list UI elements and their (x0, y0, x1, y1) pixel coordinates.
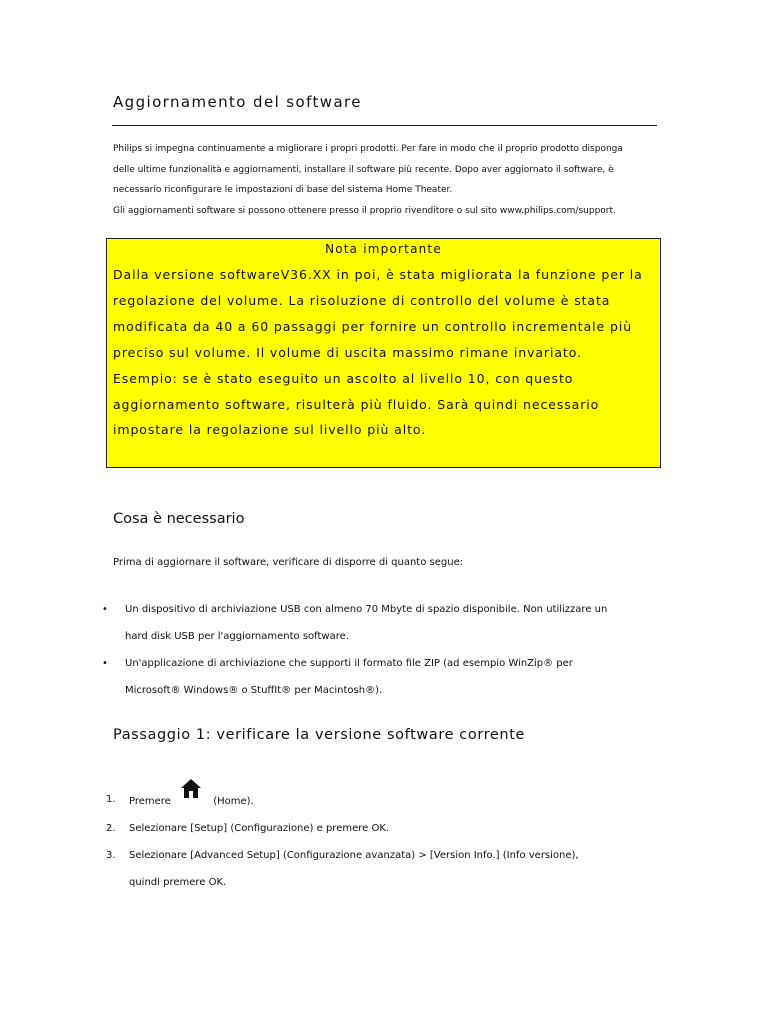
list-item-line: Un'applicazione di archiviazione che supporti il formato file ZIP (ad esempio WinZip® per (125, 658, 573, 669)
bullet-icon: • (102, 658, 108, 669)
update-intro (113, 139, 673, 221)
step-text: Selezionare [Setup] (Configurazione) e premere OK. (129, 823, 390, 834)
step-text: quindi premere OK. (129, 877, 227, 888)
list-item-line: Microsoft® Windows® o StuffIt® per Macintosh®). (125, 685, 383, 696)
intro-line: delle ultime funzionalità e aggiornamenti, installare il software più recente. Dopo aver aggiornato il software, è (113, 164, 614, 175)
note-line: modificata da 40 a 60 passaggi per fornire un controllo incrementale più (113, 318, 633, 334)
note-line: preciso sul volume. Il volume di uscita massimo rimane invariato. (113, 344, 582, 360)
section-title-update: Aggiornamento del software (113, 93, 362, 111)
step-item (100, 842, 690, 896)
home-icon (180, 778, 202, 800)
step-number: 1. (106, 794, 116, 805)
step-text: Selezionare [Advanced Setup] (Configurazione avanzata) > [Version Info.] (Info versione), (129, 850, 579, 861)
needed-intro: Prima di aggiornare il software, verificare di disporre di quanto segue: (113, 557, 464, 568)
step-text: (Home). (213, 796, 254, 807)
steps-list (100, 786, 690, 896)
note-line: aggiornamento software, risulterà più fluido. Sarà quindi necessario (113, 396, 600, 412)
step-text: Premere (129, 796, 171, 807)
note-line: impostare la regolazione sul livello più alto. (113, 422, 427, 438)
intro-line: necessario riconfigurare le impostazioni di base del sistema Home Theater. (113, 185, 453, 195)
note-line: regolazione del volume. La risoluzione di controllo del volume è stata (113, 292, 611, 308)
bullet-icon: • (102, 604, 108, 615)
step-number: 3. (106, 850, 116, 861)
title-divider (112, 125, 657, 126)
section-title-needed: Cosa è necessario (113, 511, 245, 527)
important-note-box (106, 238, 661, 468)
step-item (100, 786, 690, 815)
step-item (100, 815, 690, 842)
note-title: Nota importante (325, 242, 442, 256)
intro-line: Gli aggiornamenti software si possono ottenere presso il proprio rivenditore o sul sito www.philips.com/support. (113, 205, 616, 216)
note-line: Esempio: se è stato eseguito un ascolto al livello 10, con questo (113, 370, 574, 386)
list-item (100, 650, 680, 704)
list-item-line: hard disk USB per l'aggiornamento software. (125, 631, 349, 642)
list-item (100, 596, 680, 650)
section-title-step1: Passaggio 1: verificare la versione software corrente (113, 727, 526, 743)
note-line: Dalla versione softwareV36.XX in poi, è stata migliorata la funzione per la (113, 267, 643, 282)
note-body (113, 262, 658, 443)
intro-line: Philips si impegna continuamente a migliorare i propri prodotti. Per fare in modo che il proprio prodotto disponga (113, 144, 623, 154)
requirements-list (100, 596, 680, 704)
step-number: 2. (106, 823, 116, 834)
list-item-line: Un dispositivo di archiviazione USB con almeno 70 Mbyte di spazio disponibile. Non utilizzare un (125, 604, 608, 615)
